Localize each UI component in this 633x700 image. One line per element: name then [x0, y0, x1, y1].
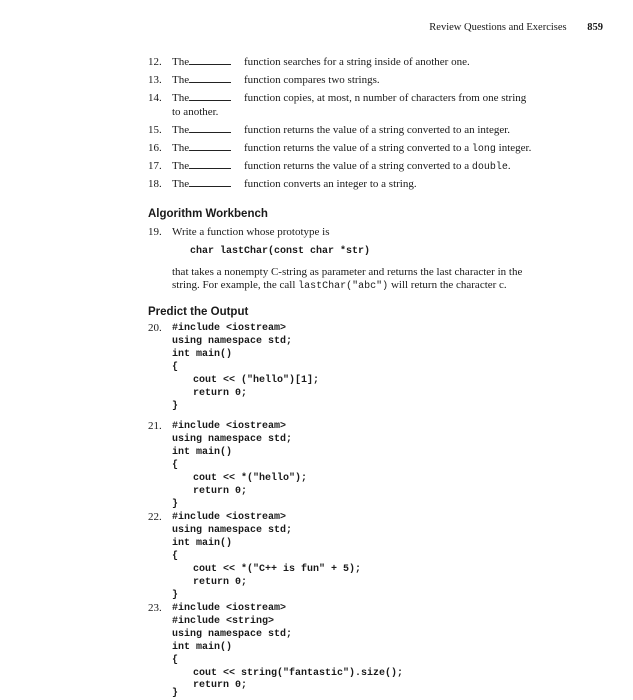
code-line: } — [172, 499, 179, 510]
text-part: . — [507, 160, 511, 172]
code-line: } — [172, 688, 179, 699]
code-line: { — [172, 551, 179, 562]
code-line: } — [172, 590, 179, 601]
answer-blank — [189, 99, 231, 101]
code-line: } — [172, 401, 179, 412]
code-line: { — [172, 655, 179, 666]
question-number: 15. — [148, 124, 162, 136]
answer-blank — [189, 149, 231, 151]
page-number: 859 — [587, 22, 603, 33]
code-line: #include <iostream> — [172, 603, 287, 614]
code-line: return 0; — [193, 577, 248, 588]
question-lead: The — [172, 178, 190, 190]
code-line: int main() — [172, 642, 233, 653]
question-20-number: 20. — [148, 322, 162, 334]
question-lead: The — [172, 92, 190, 104]
code-line: using namespace std; — [172, 525, 293, 536]
question-number: 16. — [148, 142, 162, 154]
code-line: #include <iostream> — [172, 323, 287, 334]
description-line: will return the character c. — [390, 279, 507, 291]
question-lead: The — [172, 74, 190, 86]
code-line: { — [172, 460, 179, 471]
code-line: { — [172, 362, 179, 373]
question-19 — [148, 226, 330, 238]
code-line: cout << *("hello"); — [193, 473, 308, 484]
section-heading-predict-output: Predict the Output — [148, 306, 249, 318]
code-line: using namespace std; — [172, 629, 293, 640]
inline-code: lastChar("abc") — [298, 281, 389, 292]
question-lead: The — [172, 160, 190, 172]
section-heading-algorithm-workbench: Algorithm Workbench — [148, 208, 268, 220]
inline-code: long — [471, 144, 496, 155]
inline-code: double — [471, 162, 508, 173]
code-line: cout << string("fantastic").size(); — [193, 668, 404, 679]
question-14 — [148, 92, 527, 104]
question-text: function searches for a string inside of another one. — [244, 56, 470, 68]
question-number: 13. — [148, 74, 162, 86]
question-text: function returns the value of a string converted to an integer. — [244, 124, 511, 136]
code-line: #include <string> — [172, 616, 275, 627]
question-number: 12. — [148, 56, 162, 68]
question-lead: The — [172, 56, 190, 68]
code-line: return 0; — [193, 680, 248, 691]
code-line: cout << *("C++ is fun" + 5); — [193, 564, 362, 575]
code-line: return 0; — [193, 486, 248, 497]
code-line: cout << ("hello")[1]; — [193, 375, 320, 386]
code-line: return 0; — [193, 388, 248, 399]
code-line: #include <iostream> — [172, 512, 287, 523]
code-line: using namespace std; — [172, 434, 293, 445]
question-21-number: 21. — [148, 420, 162, 432]
text-part: function returns the value of a string converted to a — [244, 160, 470, 172]
question-14-continuation: to another. — [172, 106, 219, 118]
answer-blank — [189, 185, 231, 187]
description-line: string. For example, the call — [172, 279, 296, 291]
question-12 — [148, 56, 470, 68]
code-line: int main() — [172, 538, 233, 549]
answer-blank — [189, 131, 231, 133]
question-text: Write a function whose prototype is — [172, 226, 330, 238]
question-22-number: 22. — [148, 511, 162, 523]
question-13 — [148, 74, 380, 86]
question-16 — [148, 142, 532, 155]
text-part: integer. — [498, 142, 532, 154]
question-number: 17. — [148, 160, 162, 172]
question-17 — [148, 160, 511, 173]
text-part: function returns the value of a string converted to a — [244, 142, 470, 154]
question-18 — [148, 178, 417, 190]
question-lead: The — [172, 142, 190, 154]
question-number: 19. — [148, 226, 162, 238]
question-text — [244, 142, 531, 155]
question-text — [244, 160, 511, 173]
question-23-number: 23. — [148, 602, 162, 614]
code-line: int main() — [172, 447, 233, 458]
code-line: #include <iostream> — [172, 421, 287, 432]
answer-blank — [189, 167, 231, 169]
question-text: function converts an integer to a string. — [244, 178, 417, 190]
question-text: function compares two strings. — [244, 74, 380, 86]
question-number: 14. — [148, 92, 162, 104]
code-line: int main() — [172, 349, 233, 360]
question-number: 18. — [148, 178, 162, 190]
description-line: that takes a nonempty C-string as parameter and returns the last character in the — [172, 266, 523, 278]
question-lead: The — [172, 124, 190, 136]
code-line: using namespace std; — [172, 336, 293, 347]
answer-blank — [189, 63, 231, 65]
running-header — [429, 22, 603, 33]
answer-blank — [189, 81, 231, 83]
function-prototype: char lastChar(const char *str) — [190, 246, 371, 257]
question-text: function copies, at most, n number of characters from one string — [244, 92, 527, 104]
question-15 — [148, 124, 511, 136]
question-19-description — [172, 266, 572, 293]
header-title: Review Questions and Exercises — [429, 22, 567, 33]
